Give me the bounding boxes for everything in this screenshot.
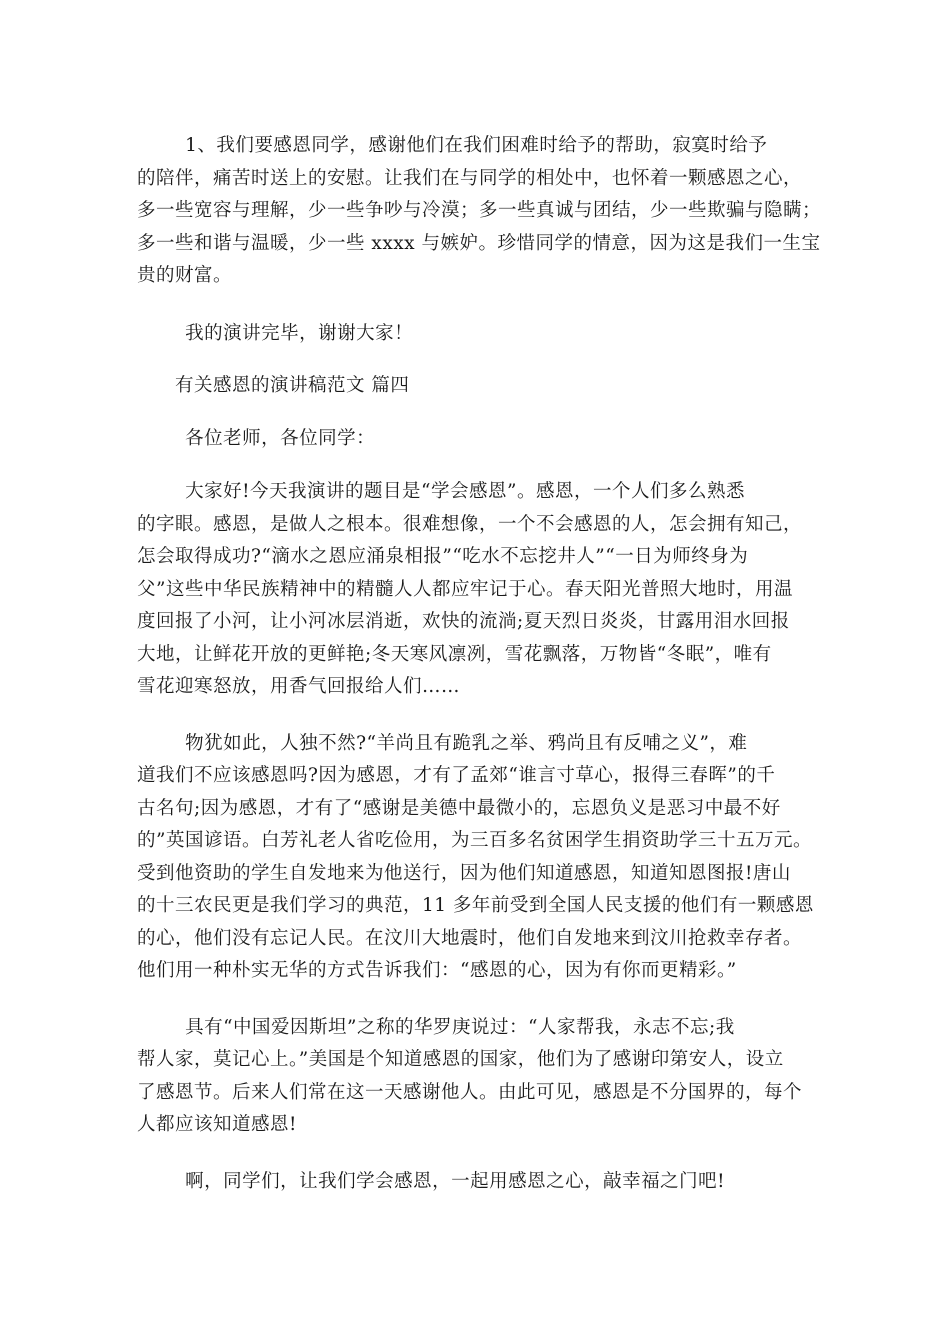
text-line: 的十三农民更是我们学习的典范，11 多年前受到全国人民支援的他们有一颗感恩 <box>137 895 814 916</box>
text-line: 道我们不应该感恩吗?因为感恩，才有了孟郊“谁言寸草心，报得三春晖”的千 <box>137 765 776 786</box>
text-line: 大家好!今天我演讲的题目是“学会感恩”。感恩，一个人们多么熟悉 <box>185 481 745 502</box>
text-line: 人都应该知道感恩! <box>137 1114 297 1135</box>
text-line: 贵的财富。 <box>137 265 233 286</box>
document-page <box>137 130 820 1198</box>
paragraph-final: 啊，同学们，让我们学会感恩，一起用感恩之心，敲幸福之门吧! <box>185 1170 726 1192</box>
text-line: 的心，他们没有忘记人民。在汶川大地震时，他们自发地来到汶川抢救幸存者。 <box>137 927 803 949</box>
section-heading: 有关感恩的演讲稿范文 篇四 <box>175 375 410 396</box>
text-line: 的字眼。感恩，是做人之根本。很难想像，一个不会感恩的人，怎会拥有知己， <box>137 513 803 535</box>
text-line: 他们用一种朴实无华的方式告诉我们：“感恩的心，因为有你而更精彩。” <box>137 960 737 981</box>
text-line: 具有“中国爱因斯坦”之称的华罗庚说过：“人家帮我，永志不忘;我 <box>185 1016 735 1038</box>
paragraph-thank-classmates <box>137 130 820 293</box>
paragraph-examples <box>137 728 820 988</box>
text-line: 雪花迎寒怒放，用香气回报给人们…… <box>137 676 461 697</box>
text-line: 古名句;因为感恩，才有了“感谢是美德中最微小的，忘恩负义是恶习中最不好 <box>137 797 781 819</box>
text-line: 受到他资助的学生自发地来为他送行，因为他们知道感恩，知道知恩图报!唐山 <box>137 862 791 884</box>
text-line: 多一些宽容与理解，少一些争吵与冷漠；多一些真诚与团结，少一些欺骗与隐瞒； <box>137 200 822 221</box>
text-line: 的”英国谚语。白芳礼老人省吃俭用，为三百多名贫困学生捐资助学三十五万元。 <box>137 830 812 851</box>
paragraph-hua-luogeng <box>137 1012 820 1142</box>
paragraph-intro <box>137 476 820 704</box>
text-line: 了感恩节。后来人们常在这一天感谢他人。由此可见，感恩是不分国界的，每个 <box>137 1081 803 1103</box>
paragraph-greeting: 各位老师，各位同学： <box>185 427 376 449</box>
text-line: 多一些和谐与温暖，少一些 xxxx 与嫉妒。珍惜同学的情意，因为这是我们一生宝 <box>137 232 821 254</box>
text-line: 怎会取得成功?“滴水之恩应涌泉相报”“吃水不忘挖井人”“一日为师终身为 <box>137 546 749 567</box>
paragraph-closing: 我的演讲完毕，谢谢大家！ <box>185 322 414 344</box>
text-line: 帮人家，莫记心上。”美国是个知道感恩的国家，他们为了感谢印第安人，设立 <box>137 1049 784 1070</box>
text-line: 大地，让鲜花开放的更鲜艳;冬天寒风凛冽，雪花飘落，万物皆“冬眠”，唯有 <box>137 643 772 665</box>
text-line: 的陪伴，痛苦时送上的安慰。让我们在与同学的相处中，也怀着一颗感恩之心， <box>137 167 803 189</box>
text-line: 父”这些中华民族精神中的精髓人人都应牢记于心。春天阳光普照大地时，用温 <box>137 578 793 600</box>
text-line: 1、我们要感恩同学，感谢他们在我们困难时给予的帮助，寂寞时给予 <box>185 135 768 156</box>
text-line: 物犹如此，人独不然?“羊尚且有跪乳之举、鸦尚且有反哺之义”，难 <box>185 732 748 754</box>
text-line: 度回报了小河，让小河冰层消逝，欢快的流淌;夏天烈日炎炎，甘露用泪水回报 <box>137 611 790 632</box>
